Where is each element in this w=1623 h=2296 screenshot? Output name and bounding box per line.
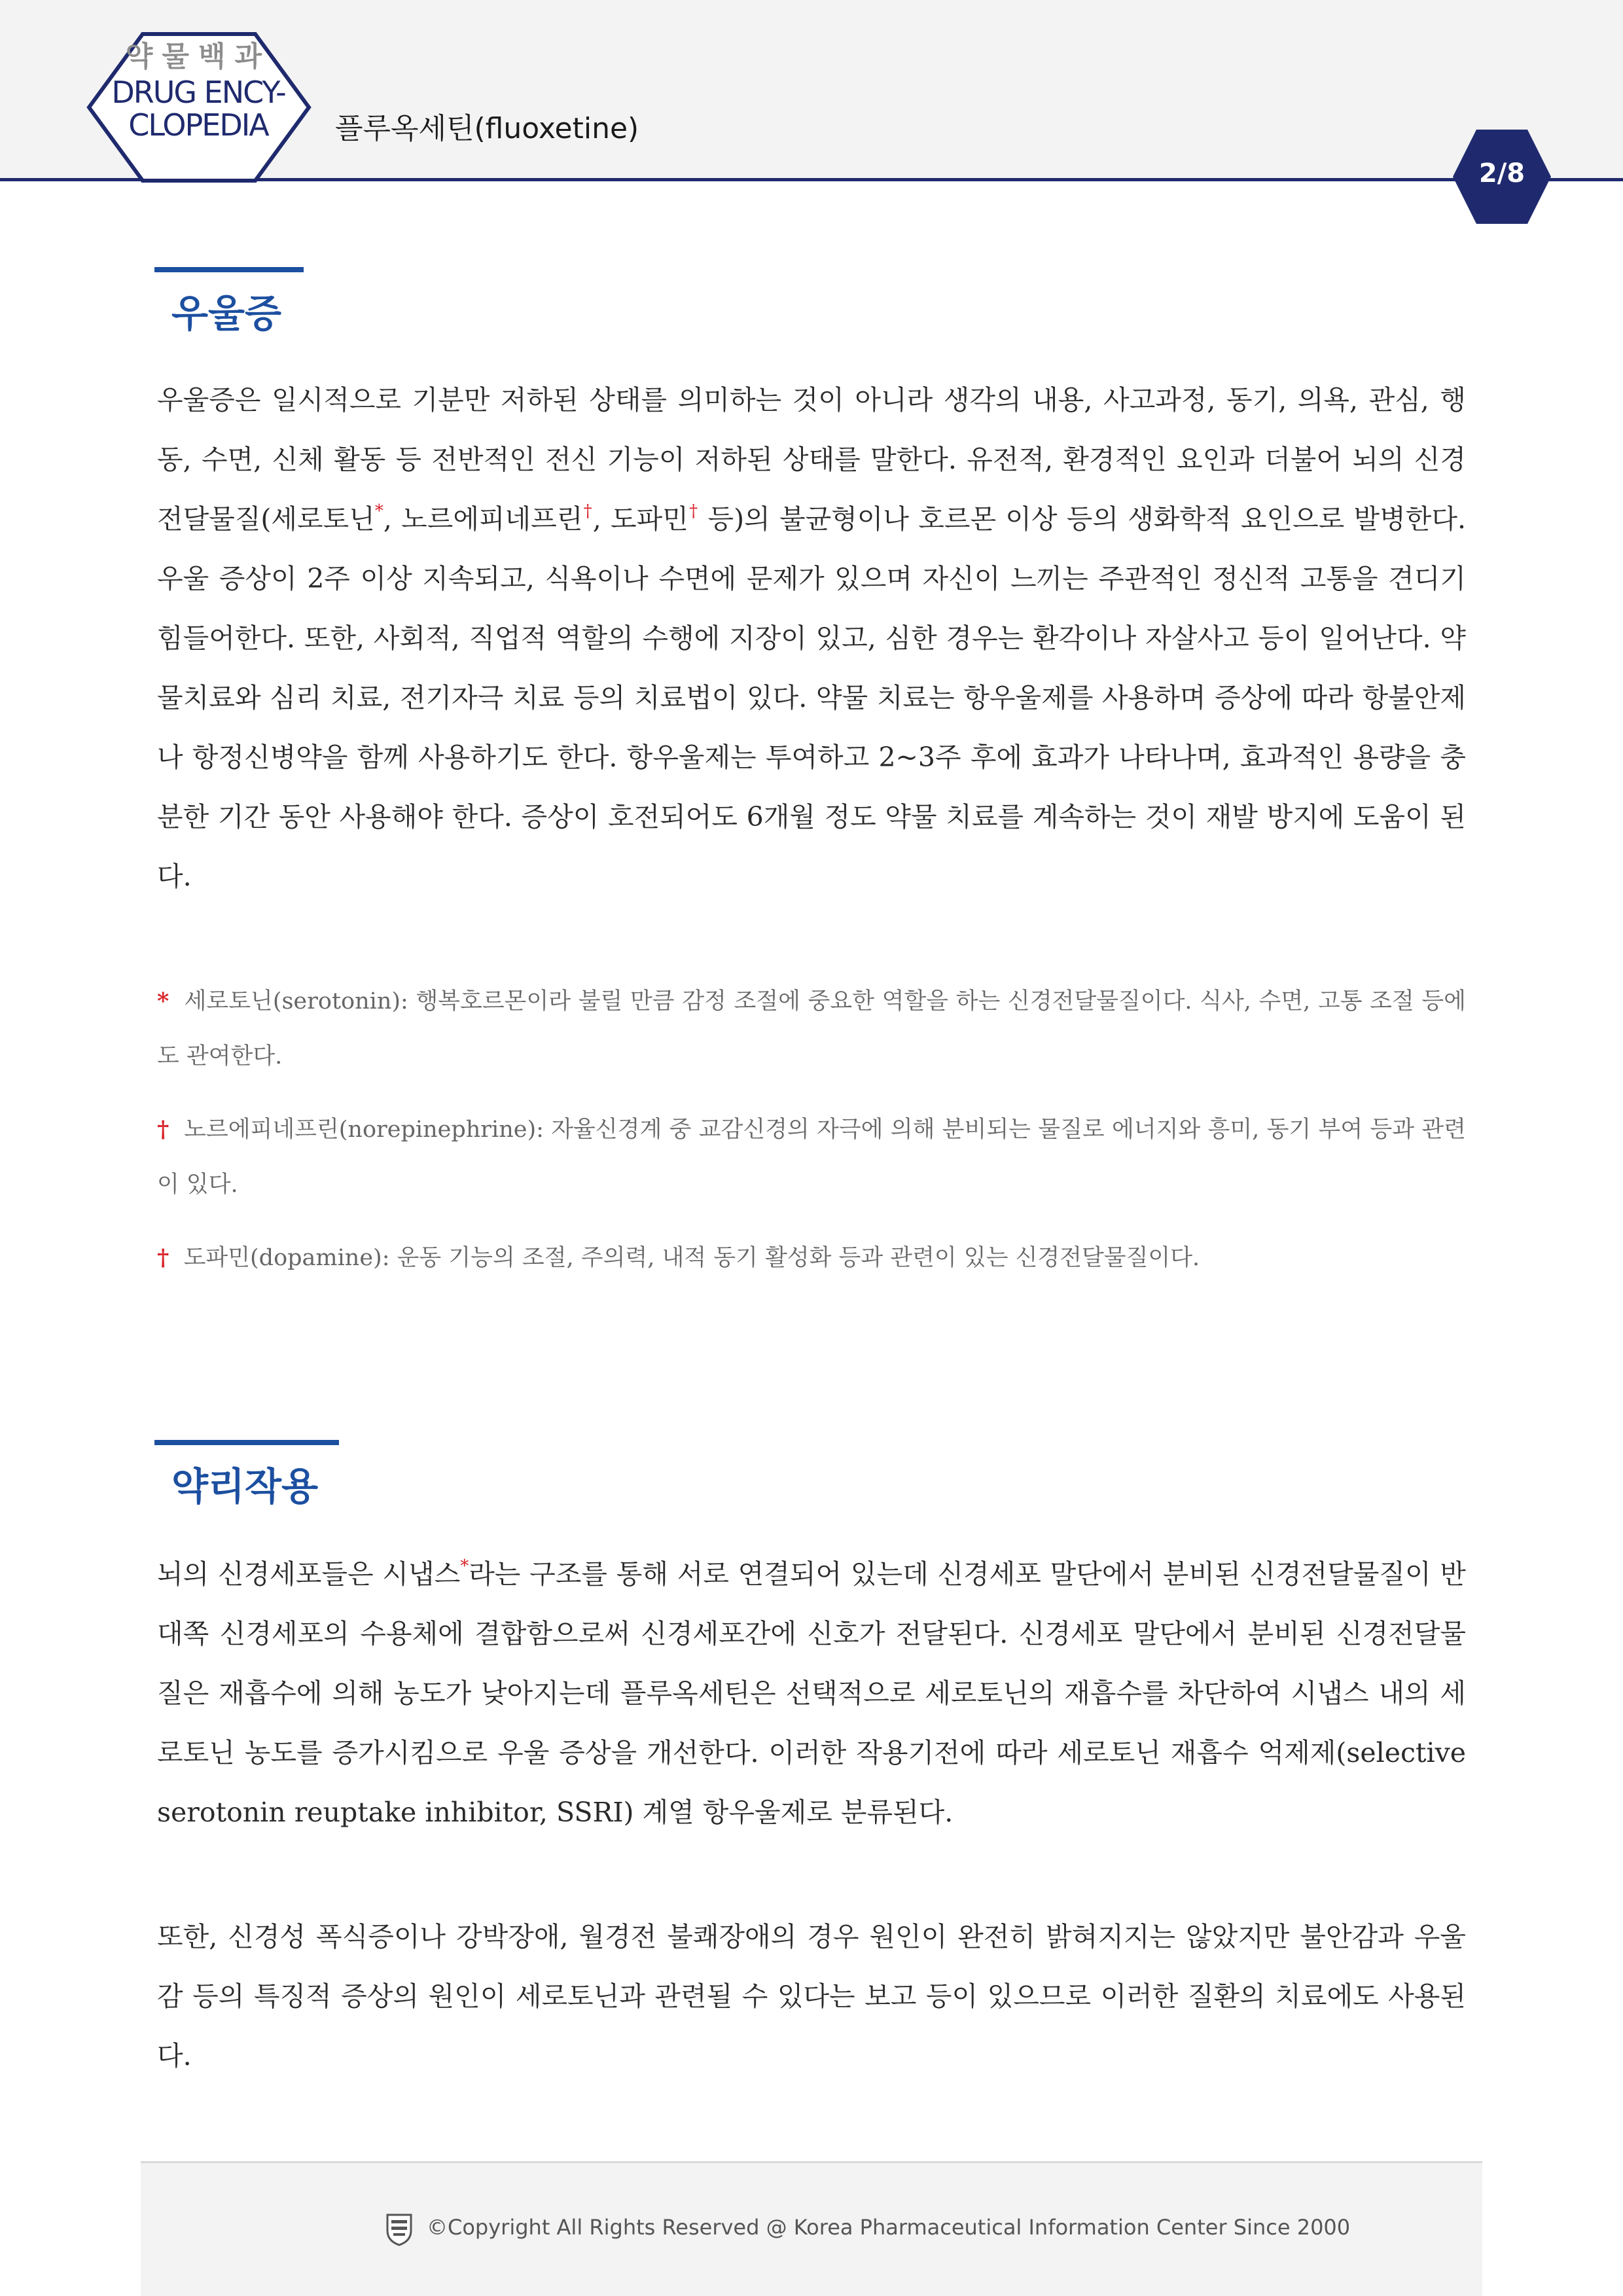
- section-accent-bar: [154, 267, 304, 272]
- footnote-mark: †: [157, 1116, 169, 1143]
- logo-english-line2: CLOPEDIA: [128, 107, 268, 143]
- footnote-mark: †: [157, 1244, 169, 1271]
- depression-paragraph: 우울증은 일시적으로 기분만 저하된 상태를 의미하는 것이 아니라 생각의 내용, 사고과정, 동기, 의욕, 관심, 행동, 수면, 신체 활동 등 전반적인 전신 기능이 저하된 상태를 말한다. 유전적, 환경적인 요인과 더불어 뇌의 신경전달물질(세로토닌*, 노르에피네프린†, 도파민† 등)의 불균형이나 호르몬 이상 등의 생화학적 요인으로 발병한다. 우울 증상이 2주 이상 지속되고, 식욕이나 수면에 문제가 있으며 자신이 느끼는 주관적인 정신적 고통을 견디기 힘들어한다. 또한, 사회적, 직업적 역할의 수행에 지장이 있고, 심한 경우는 환각이나 자살사고 등이 일어난다. 약물치료와 심리 치료, 전기자극 치료 등의 치료법이 있다. 약물 치료는 항우울제를 사용하며 증상에 따라 항불안제나 항정신병약을 함께 사용하기도 한다. 항우울제는 투여하고 2~3주 후에 효과가 나타나며, 효과적인 용량을 충분한 기간 동안 사용해야 한다. 증상이 호전되어도 6개월 정도 약물 치료를 계속하는 것이 재발 방지에 도움이 된다.: [157, 384, 1467, 892]
- section-heading-depression: 우울증: [171, 291, 282, 336]
- section-accent-bar: [154, 1440, 339, 1445]
- footnote-mark: *: [374, 501, 383, 521]
- shield-emblem-icon: [385, 2212, 414, 2246]
- footnote-mark: *: [157, 988, 169, 1014]
- logo-korean: 약물백과: [125, 41, 272, 73]
- footnote-mark: †: [688, 501, 699, 521]
- copyright-text: ©Copyright All Rights Reserved @ Korea Pharmaceutical Information Center Since 2000: [427, 2215, 1351, 2240]
- footnote-norepinephrine: † 노르에피네프린(norepinephrine): 자율신경계 중 교감신경의 자극에 의해 분비되는 물질로 에너지와 흥미, 동기 부여 등과 관련이 있다.: [157, 1116, 1466, 1198]
- document-title: 플루옥세틴(fluoxetine): [335, 112, 639, 145]
- footnote-mark: †: [582, 501, 593, 521]
- section-heading-pharmacology: 약리작용: [171, 1464, 319, 1509]
- logo-english-line1: DRUG ENCY-: [111, 75, 285, 110]
- pharmacology-paragraph-2: 또한, 신경성 폭식증이나 강박장애, 월경전 불쾌장애의 경우 원인이 완전히 밝혀지지는 않았지만 불안감과 우울감 등의 특징적 증상의 원인이 세로토닌과 관련될 수 있다는 보고 등이 있으므로 이러한 질환의 치료에도 사용된다.: [157, 1921, 1466, 2072]
- page-number: 2/8: [1478, 158, 1525, 188]
- logo: [84, 38, 313, 141]
- footnote-mark: *: [460, 1556, 469, 1576]
- footnote-serotonin: * 세로토닌(serotonin): 행복호르몬이라 불릴 만큼 감정 조절에 중요한 역할을 하는 신경전달물질이다. 식사, 수면, 고통 조절 등에도 관여한다.: [157, 988, 1466, 1069]
- footnote-dopamine: † 도파민(dopamine): 운동 기능의 조절, 주의력, 내적 동기 활성화 등과 관련이 있는 신경전달물질이다.: [157, 1244, 1200, 1271]
- pharmacology-paragraph-1: 뇌의 신경세포들은 시냅스*라는 구조를 통해 서로 연결되어 있는데 신경세포 말단에서 분비된 신경전달물질이 반대쪽 신경세포의 수용체에 결합함으로써 신경세포간에 신호가 전달된다. 신경세포 말단에서 분비된 신경전달물질은 재흡수에 의해 농도가 낮아지는데 플루옥세틴은 선택적으로 세로토닌의 재흡수를 차단하여 시냅스 내의 세로토닌 농도를 증가시킴으로 우울 증상을 개선한다. 이러한 작용기전에 따라 세로토닌 재흡수 억제제(selective serotonin reuptake inhibitor, SSRI) 계열 항우울제로 분류된다.: [157, 1556, 1466, 1828]
